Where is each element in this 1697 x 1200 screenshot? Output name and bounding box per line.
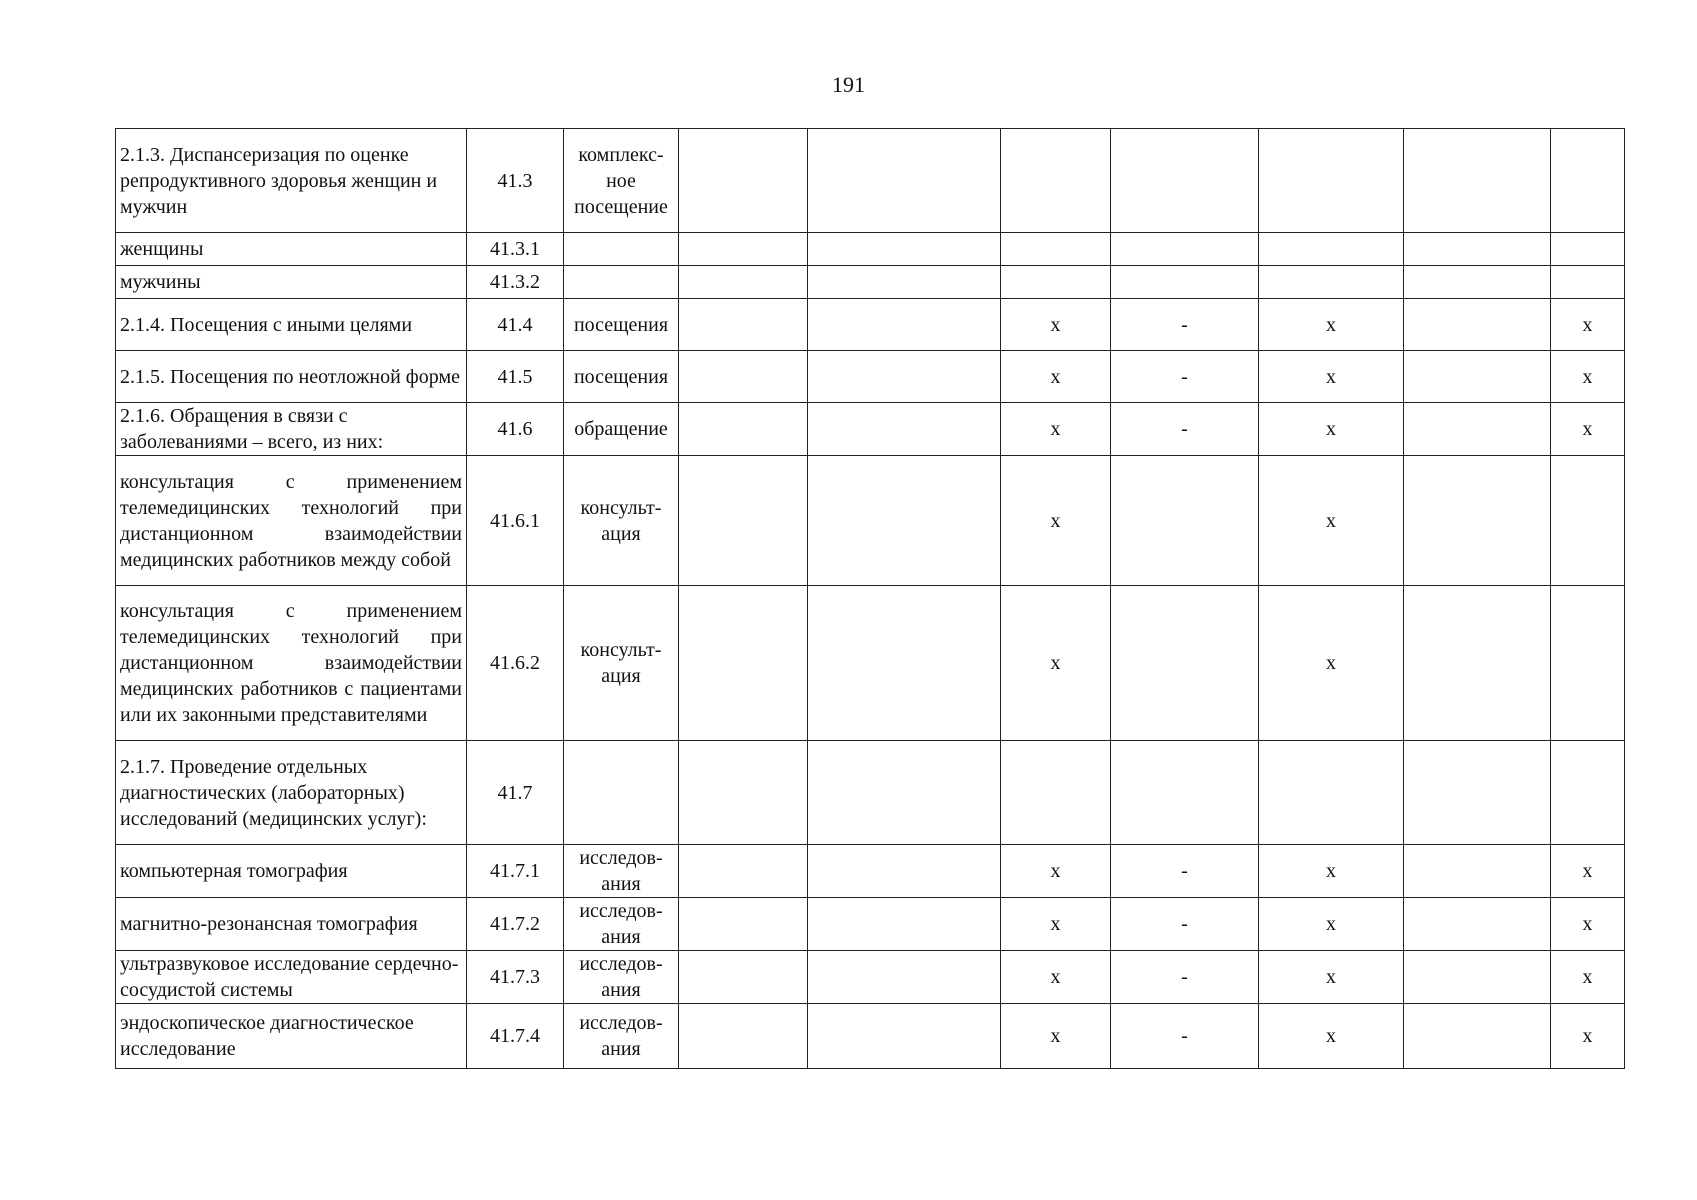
row-name: эндоскопическое диагностическое исследование (116, 1004, 467, 1069)
row-code: 41.6.2 (467, 586, 564, 741)
cell-col8 (1259, 129, 1404, 233)
row-unit: исследования (564, 951, 679, 1004)
cell-col4 (679, 951, 808, 1004)
cell-col4 (679, 845, 808, 898)
cell-col6 (1001, 129, 1111, 233)
cell-col8: х (1259, 845, 1404, 898)
row-code: 41.7.1 (467, 845, 564, 898)
cell-col10 (1551, 266, 1625, 299)
cell-col8: х (1259, 403, 1404, 456)
cell-col8: х (1259, 951, 1404, 1004)
cell-col4 (679, 299, 808, 351)
cell-col9 (1404, 1004, 1551, 1069)
cell-col10 (1551, 586, 1625, 741)
cell-col6: х (1001, 299, 1111, 351)
cell-col8 (1259, 233, 1404, 266)
cell-col8: х (1259, 351, 1404, 403)
cell-col5 (808, 233, 1001, 266)
cell-col9 (1404, 951, 1551, 1004)
row-name: консультация с применением телемедицинских технологий при дистанционном взаимодействии медицинских работников между собой (116, 456, 467, 586)
cell-col9 (1404, 233, 1551, 266)
row-unit (564, 233, 679, 266)
cell-col9 (1404, 299, 1551, 351)
statistics-table (115, 128, 1625, 1069)
row-unit: исследования (564, 845, 679, 898)
cell-col9 (1404, 898, 1551, 951)
cell-col10 (1551, 129, 1625, 233)
table-row (116, 351, 1625, 403)
cell-col6: х (1001, 1004, 1111, 1069)
row-name: женщины (116, 233, 467, 266)
row-code: 41.7 (467, 741, 564, 845)
cell-col7: - (1111, 898, 1259, 951)
row-name: магнитно-резонансная томография (116, 898, 467, 951)
cell-col10: х (1551, 951, 1625, 1004)
cell-col5 (808, 898, 1001, 951)
row-name: 2.1.5. Посещения по неотложной форме (116, 351, 467, 403)
table-row (116, 845, 1625, 898)
cell-col9 (1404, 741, 1551, 845)
row-unit: консультация (564, 586, 679, 741)
cell-col5 (808, 456, 1001, 586)
cell-col9 (1404, 351, 1551, 403)
cell-col8: х (1259, 1004, 1404, 1069)
cell-col7 (1111, 129, 1259, 233)
row-name: 2.1.4. Посещения с иными целями (116, 299, 467, 351)
cell-col8: х (1259, 299, 1404, 351)
row-code: 41.3.1 (467, 233, 564, 266)
row-unit: исследования (564, 898, 679, 951)
cell-col10: х (1551, 299, 1625, 351)
cell-col4 (679, 456, 808, 586)
table-row (116, 266, 1625, 299)
row-code: 41.6 (467, 403, 564, 456)
row-code: 41.5 (467, 351, 564, 403)
row-code: 41.7.3 (467, 951, 564, 1004)
cell-col8: х (1259, 456, 1404, 586)
cell-col9 (1404, 403, 1551, 456)
cell-col7: - (1111, 351, 1259, 403)
cell-col4 (679, 403, 808, 456)
cell-col5 (808, 741, 1001, 845)
cell-col7 (1111, 456, 1259, 586)
row-unit: посещения (564, 351, 679, 403)
cell-col10: х (1551, 898, 1625, 951)
cell-col9 (1404, 266, 1551, 299)
cell-col4 (679, 266, 808, 299)
cell-col5 (808, 351, 1001, 403)
cell-col4 (679, 741, 808, 845)
page-number: 191 (832, 72, 865, 97)
row-code: 41.4 (467, 299, 564, 351)
cell-col5 (808, 1004, 1001, 1069)
cell-col6 (1001, 741, 1111, 845)
cell-col5 (808, 586, 1001, 741)
row-unit: обращение (564, 403, 679, 456)
row-name: ультразвуковое исследование сердечно-сосудистой системы (116, 951, 467, 1004)
row-name: мужчины (116, 266, 467, 299)
row-code: 41.3 (467, 129, 564, 233)
cell-col6: х (1001, 403, 1111, 456)
table-row (116, 456, 1625, 586)
cell-col8 (1259, 741, 1404, 845)
cell-col8: х (1259, 586, 1404, 741)
cell-col7: - (1111, 1004, 1259, 1069)
cell-col10 (1551, 233, 1625, 266)
row-code: 41.3.2 (467, 266, 564, 299)
table-row (116, 741, 1625, 845)
cell-col6: х (1001, 586, 1111, 741)
cell-col5 (808, 299, 1001, 351)
cell-col9 (1404, 586, 1551, 741)
row-name: консультация с применением телемедицинских технологий при дистанционном взаимодействии медицинских работников с пациентами или их законными представителями (116, 586, 467, 741)
row-unit (564, 741, 679, 845)
table-row (116, 403, 1625, 456)
cell-col9 (1404, 845, 1551, 898)
cell-col7: - (1111, 403, 1259, 456)
cell-col6: х (1001, 456, 1111, 586)
row-unit: консультация (564, 456, 679, 586)
row-unit: исследования (564, 1004, 679, 1069)
cell-col10: х (1551, 403, 1625, 456)
table-row (116, 898, 1625, 951)
table-row (116, 586, 1625, 741)
table-row (116, 1004, 1625, 1069)
cell-col6: х (1001, 845, 1111, 898)
cell-col7: - (1111, 299, 1259, 351)
cell-col6: х (1001, 351, 1111, 403)
cell-col8 (1259, 266, 1404, 299)
cell-col4 (679, 1004, 808, 1069)
cell-col5 (808, 129, 1001, 233)
cell-col5 (808, 951, 1001, 1004)
cell-col4 (679, 898, 808, 951)
row-unit: посещения (564, 299, 679, 351)
cell-col6: х (1001, 951, 1111, 1004)
cell-col7 (1111, 266, 1259, 299)
row-name: 2.1.3. Диспансеризация по оценке репродуктивного здоровья женщин и мужчин (116, 129, 467, 233)
row-code: 41.6.1 (467, 456, 564, 586)
cell-col6 (1001, 266, 1111, 299)
cell-col7 (1111, 586, 1259, 741)
cell-col5 (808, 403, 1001, 456)
cell-col10: х (1551, 845, 1625, 898)
row-unit (564, 266, 679, 299)
cell-col10: х (1551, 351, 1625, 403)
cell-col4 (679, 233, 808, 266)
table-row (116, 233, 1625, 266)
cell-col9 (1404, 456, 1551, 586)
table-row (116, 951, 1625, 1004)
row-unit: комплексное посещение (564, 129, 679, 233)
cell-col10 (1551, 741, 1625, 845)
cell-col7 (1111, 233, 1259, 266)
cell-col8: х (1259, 898, 1404, 951)
table-row (116, 129, 1625, 233)
row-name: компьютерная томография (116, 845, 467, 898)
row-name: 2.1.6. Обращения в связи с заболеваниями – всего, из них: (116, 403, 467, 456)
cell-col6 (1001, 233, 1111, 266)
row-code: 41.7.4 (467, 1004, 564, 1069)
cell-col4 (679, 129, 808, 233)
cell-col5 (808, 266, 1001, 299)
cell-col7: - (1111, 845, 1259, 898)
cell-col4 (679, 586, 808, 741)
cell-col10 (1551, 456, 1625, 586)
row-name: 2.1.7. Проведение отдельных диагностических (лабораторных) исследований (медицинских услуг): (116, 741, 467, 845)
cell-col10: х (1551, 1004, 1625, 1069)
table-row (116, 299, 1625, 351)
cell-col9 (1404, 129, 1551, 233)
row-code: 41.7.2 (467, 898, 564, 951)
cell-col4 (679, 351, 808, 403)
cell-col7: - (1111, 951, 1259, 1004)
cell-col7 (1111, 741, 1259, 845)
cell-col5 (808, 845, 1001, 898)
cell-col6: х (1001, 898, 1111, 951)
